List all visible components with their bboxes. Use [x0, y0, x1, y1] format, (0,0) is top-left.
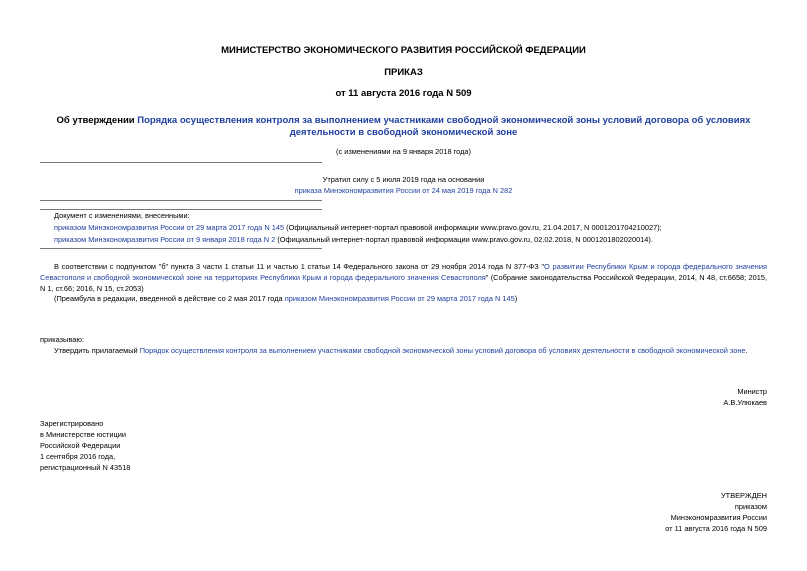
registration-line: 1 сентября 2016 года,: [40, 452, 116, 461]
approved-line: Минэкономразвития России: [670, 513, 767, 522]
change-item: [54, 222, 774, 233]
registration-block: [40, 418, 130, 473]
changes-intro: Документ с изменениями, внесенными:: [54, 211, 190, 220]
approve-paragraph: [54, 345, 794, 356]
divider: [40, 200, 322, 201]
preamble-link[interactable]: приказом Минэкономразвития России от 29 марта 2017 года N 145: [284, 294, 515, 303]
signer-name: А.В.Улюкаев: [723, 398, 767, 407]
registration-line: регистрационный N 43518: [40, 463, 131, 472]
basis-paragraph: [40, 261, 767, 294]
approve-link[interactable]: Порядок осуществления контроля за выполнением участниками свободной экономической зоны условий договора об условиях деятельности в свободной экономической зоне: [139, 346, 746, 355]
approve-prefix: Утвердить прилагаемый: [54, 346, 140, 355]
change-text-2: (Официальный интернет-портал правовой информации www.pravo.gov.ru, 02.02.2018, N 0001201802020014).: [275, 235, 653, 244]
basis-suffix: " (Собрание законодательства Российской Федерации, 2014, N 48, ст.6658; 2015, N 1, ст.66; 2016, N 15, ст.2053): [40, 273, 768, 293]
approved-line: от 11 августа 2016 года N 509: [665, 524, 767, 533]
order-word: приказываю:: [40, 335, 84, 344]
approve-suffix: .: [745, 346, 748, 355]
change-link-2[interactable]: приказом Минэкономразвития России от 9 января 2018 года N 2: [54, 235, 276, 244]
amendment-note: (с изменениями на 9 января 2018 года): [336, 147, 471, 156]
signer-position: Министр: [737, 387, 767, 396]
title-link[interactable]: Порядка осуществления контроля за выполнением участниками свободной экономической зоны условий договора об условиях деятельности в свободной экономической зоне: [137, 115, 751, 138]
approved-line: приказом: [734, 502, 767, 511]
lost-force-link[interactable]: приказа Минэкономразвития России от 24 мая 2019 года N 282: [294, 186, 513, 195]
preamble-note: [54, 293, 767, 304]
doc-type: ПРИКАЗ: [384, 67, 423, 78]
lost-force-link-line: [0, 185, 807, 196]
approved-word: УТВЕРЖДЕН: [720, 491, 767, 500]
basis-prefix: В соответствии с подпунктом "б" пункта 3 части 1 статьи 11 и частью 1 статьи 14 Федерального закона от 29 ноября 2014 года N 377-ФЗ ": [54, 262, 545, 271]
basis-link[interactable]: О развитии Республики Крым и города федерального значения Севастополя и свободной экономической зоне на территориях Республики Крым и города федерального значения Севастополя: [40, 262, 767, 282]
registration-line: в Министерстве юстиции: [40, 430, 127, 439]
approved-block: [567, 490, 767, 534]
divider: [40, 162, 322, 163]
change-item: [54, 234, 774, 245]
divider: [40, 248, 322, 249]
lost-force-text: Утратил силу с 5 июля 2019 года на основании: [322, 175, 485, 184]
ministry-title: МИНИСТЕРСТВО ЭКОНОМИЧЕСКОГО РАЗВИТИЯ РОССИЙСКОЙ ФЕДЕРАЦИИ: [221, 45, 586, 56]
doc-date-number: от 11 августа 2016 года N 509: [335, 88, 472, 99]
change-link-1[interactable]: приказом Минэкономразвития России от 29 марта 2017 года N 145: [54, 223, 285, 232]
preamble-prefix: (Преамбула в редакции, введенной в действие со 2 мая 2017 года: [54, 294, 285, 303]
registration-line: Зарегистрировано: [40, 419, 104, 428]
registration-line: Российской Федерации: [40, 441, 121, 450]
change-text-1: (Официальный интернет-портал правовой информации www.pravo.gov.ru, 21.04.2017, N 0001201704210027);: [284, 223, 662, 232]
preamble-suffix: ): [514, 294, 518, 303]
document-title: [40, 115, 767, 139]
title-prefix: Об утверждении: [56, 115, 138, 126]
